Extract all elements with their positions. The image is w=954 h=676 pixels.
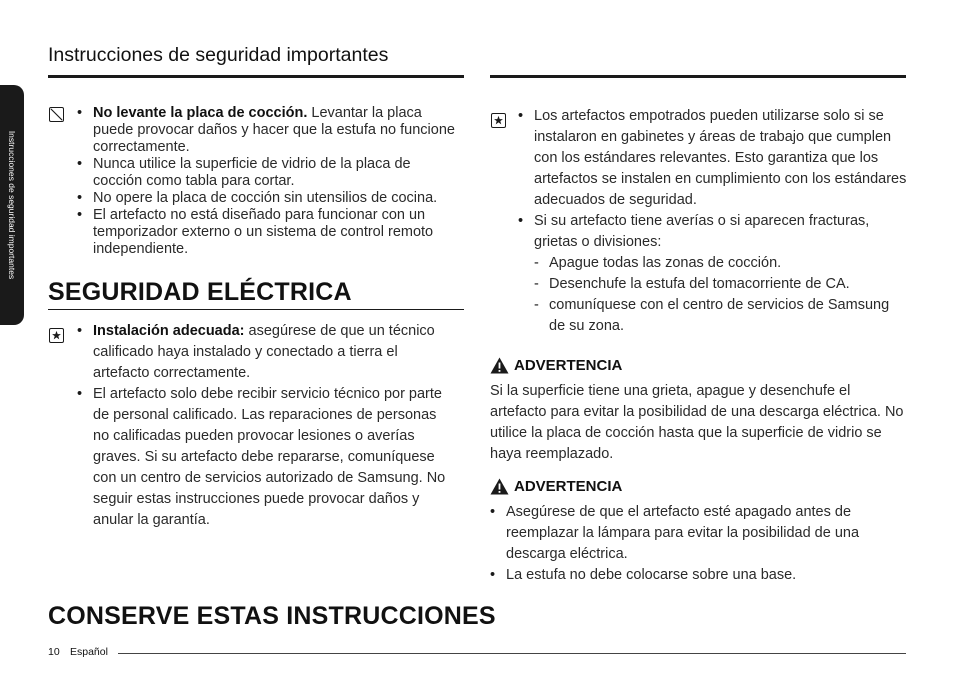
item-text: La estufa no debe colocarse sobre una base. xyxy=(506,567,797,583)
header-rule-left xyxy=(48,75,464,78)
star-box-icon xyxy=(491,113,506,128)
warning-heading-2 xyxy=(490,478,622,495)
item-text: Asegúrese de que el artefacto esté apagado antes de reemplazar la lámpara para evitar la posibilidad de una descarga eléctrica. xyxy=(506,504,860,562)
list-item xyxy=(490,502,910,565)
section-title-electric: SEGURIDAD ELÉCTRICA xyxy=(48,278,352,306)
item-text: Levantar la placa puede provocar daños y hacer que la estufa no funcione correctamente. xyxy=(93,105,455,155)
sub-item-text: Apague todas las zonas de cocción. xyxy=(549,255,782,271)
electric-rule xyxy=(48,309,464,310)
sub-list xyxy=(518,253,908,337)
section-title-conserve: CONSERVE ESTAS INSTRUCCIONES xyxy=(48,602,496,630)
item-text: El artefacto solo debe recibir servicio técnico por parte de personal calificado. Las reparaciones de personas no calificadas pueden provocar lesiones o averías graves. Si su artefacto debe repararse, comuníquese con un centro de servicios autorizado de Samsung. No seguir estas instrucciones puede provocar daños y anular la garantía. xyxy=(93,386,446,528)
list-item xyxy=(77,321,455,384)
right-top-list xyxy=(518,106,908,337)
warning-label: ADVERTENCIA xyxy=(514,357,623,374)
sub-list-item xyxy=(534,274,908,295)
sub-item-text: Desenchufe la estufa del tomacorriente de CA. xyxy=(549,276,850,292)
list-item xyxy=(518,211,908,337)
list-item xyxy=(77,156,462,190)
crossed-box-icon xyxy=(49,107,64,122)
item-text: Los artefactos empotrados pueden utilizarse solo si se instalaron en gabinetes y áreas de trabajo que cumplen con los estándares relevantes. Esto garantiza que los artefactos se instalen en cumplimiento con los estándares adecuados de seguridad. xyxy=(534,108,907,208)
warning-triangle-icon xyxy=(490,357,509,374)
warning-text-1: Si la superficie tiene una grieta, apague y desenchufe el artefacto para evitar la posibilidad de una descarga eléctrica. No utilice la placa de cocción hasta que la superficie de vidrio se haya reemplazado. xyxy=(490,383,904,462)
list-item xyxy=(77,384,455,531)
star-box-icon xyxy=(49,328,64,343)
list-item xyxy=(77,207,462,258)
page-heading: Instrucciones de seguridad importantes xyxy=(48,44,389,66)
item-text: No opere la placa de cocción sin utensilios de cocina. xyxy=(93,190,438,206)
electric-list xyxy=(77,321,455,531)
footer-language: Español xyxy=(70,646,108,658)
list-item xyxy=(490,565,910,586)
side-tab xyxy=(0,85,24,325)
list-item xyxy=(77,105,462,156)
warning-label: ADVERTENCIA xyxy=(514,478,623,495)
warning-list-2 xyxy=(490,502,910,586)
header-rule-right xyxy=(490,75,906,78)
item-text: Si su artefacto tiene averías o si aparecen fracturas, grietas o divisiones: xyxy=(534,213,870,250)
list-item xyxy=(77,190,462,207)
sub-list-item xyxy=(534,295,908,337)
item-text: Nunca utilice la superficie de vidrio de la placa de cocción como tabla para cortar. xyxy=(93,156,411,189)
warning-heading-1 xyxy=(490,357,622,374)
sub-item-text: comuníquese con el centro de servicios de Samsung de su zona. xyxy=(549,297,890,334)
left-top-list xyxy=(77,105,462,258)
item-bold: No levante la placa de cocción. xyxy=(93,105,308,121)
sub-list-item xyxy=(534,253,908,274)
item-bold: Instalación adecuada: xyxy=(93,323,245,339)
warning-triangle-icon xyxy=(490,478,509,495)
side-tab-label: Instrucciones de seguridad importantes xyxy=(7,130,17,280)
page-number: 10 xyxy=(48,646,60,658)
item-text: asegúrese de que un técnico calificado haya instalado y conectado a tierra el artefacto correctamente. xyxy=(93,323,435,381)
item-text: El artefacto no está diseñado para funcionar con un temporizador externo o un sistema de control remoto independiente. xyxy=(93,207,434,257)
list-item xyxy=(518,106,908,211)
footer-rule xyxy=(118,653,906,654)
